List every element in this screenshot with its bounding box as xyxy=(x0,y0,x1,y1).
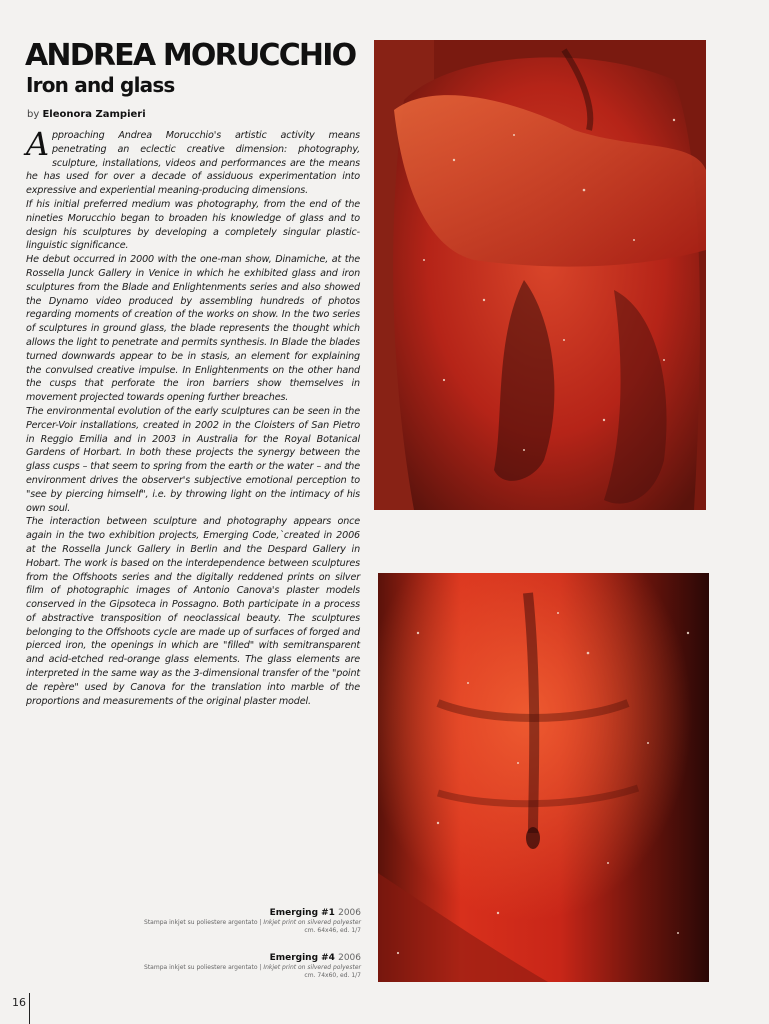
article-title: ANDREA MORUCCHIO xyxy=(25,38,356,73)
caption-title: Emerging #1 xyxy=(269,908,335,918)
artwork-photo-emerging-1 xyxy=(374,40,706,510)
article-paragraph: The environmental evolution of the early sculptures can be seen in the Percer-Voir installations, created in 2002 in the Cloisters of San Pietro in Reggio Emilia and in 2003 in Australia for the Royal Botanical Gardens of Horbart. In both these projects the synergy between the glass cusps – that seem to spring from the earth or the water – and the environment drives the observer's subjective emotional perception to "see by piercing himself", i.e. by throwing light on the intimacy of his own soul. xyxy=(26,405,360,514)
article-paragraph: He debut occurred in 2000 with the one-man show, Dinamiche, at the Rossella Junck Gallery in Venice in which he exhibited glass and iron sculptures from the Blade and Enlightenments series and also showed the Dynamo video produced by assembling hundreds of photos regarding moments of creation of the works on show. In the two series of sculptures in ground glass, the blade represents the thought which allows the light to penetrate and permits synthesis. In Blade the blades turned downwards appear to be in stasis, an element for explaining the convulsed creative impulse. In Enlightenments on the other hand the cusps that perforate the iron barriers show themselves in movement projected towards opening further breaches. xyxy=(26,254,360,404)
caption-medium-en: Inkjet print on silvered polyester xyxy=(263,964,361,971)
caption-dimensions: cm. 74x60, ed. 1/7 xyxy=(304,972,361,979)
article-paragraph: The interaction between sculpture and photography appears once again in the two exhibition projects, Emerging Code,`created in 2006 at the Rossella Junck Gallery in Berlin and the Despard Gallery in Hobart. The work is based on the interdependence between sculptures from the Offshoots series and the digitally reddened prints on silver film of photographic images of Antonio Canova's plaster models conserved in the Gipsoteca in Possagno. Both participate in a process of abstractive transposition of neoclassical beauty. The sculptures belonging to the Offshoots cycle are made up of surfaces of forged and pierced iron, the openings in which are "filled" with semitransparent and acid-etched red-orange glass elements. The glass elements are interpreted in the same way as the 3-dimensional transfer of the "point de repère" used by Canova for the translation into marble of the proportions and measurements of the original plaster model. xyxy=(26,516,360,707)
article-paragraph: Approaching Andrea Morucchio's artistic activity means penetrating an eclectic creative dimension: photography, sculpture, installations, videos and performances are the means he has used for over a decade of assiduous experimentation into expressive and experiential meaning-producing dimensions. xyxy=(26,125,360,197)
caption-title: Emerging #4 xyxy=(269,953,335,963)
article-paragraph: If his initial preferred medium was photography, from the end of the nineties Morucchio began to broaden his knowledge of glass and to design his sculptures by developing a completely singular plastic-linguistic significance. xyxy=(26,198,360,252)
byline-prefix: by xyxy=(27,109,40,120)
author-name: Eleonora Zampieri xyxy=(42,109,146,120)
artwork-photo-emerging-4 xyxy=(378,573,709,982)
photo-caption: Emerging #1 2006 Stampa inkjet su poliestere argentato | Inkjet print on silvered polyester cm. 64x46, ed. 1/7 xyxy=(144,908,361,934)
article-body xyxy=(26,125,360,829)
caption-medium-en: Inkjet print on silvered polyester xyxy=(263,919,361,926)
article-subtitle: Iron and glass xyxy=(26,73,175,97)
caption-medium-it: Stampa inkjet su poliestere argentato xyxy=(144,964,258,971)
caption-dimensions: cm. 64x46, ed. 1/7 xyxy=(304,927,361,934)
byline xyxy=(27,108,146,122)
photo-caption: Emerging #4 2006 Stampa inkjet su poliestere argentato | Inkjet print on silvered polyester cm. 74x60, ed. 1/7 xyxy=(144,953,361,979)
caption-year: 2006 xyxy=(338,953,361,963)
page-number: 16 xyxy=(12,996,26,1009)
page-number-rule xyxy=(29,993,30,1024)
caption-medium-it: Stampa inkjet su poliestere argentato xyxy=(144,919,258,926)
drop-cap: A xyxy=(26,125,49,163)
caption-year: 2006 xyxy=(338,908,361,918)
